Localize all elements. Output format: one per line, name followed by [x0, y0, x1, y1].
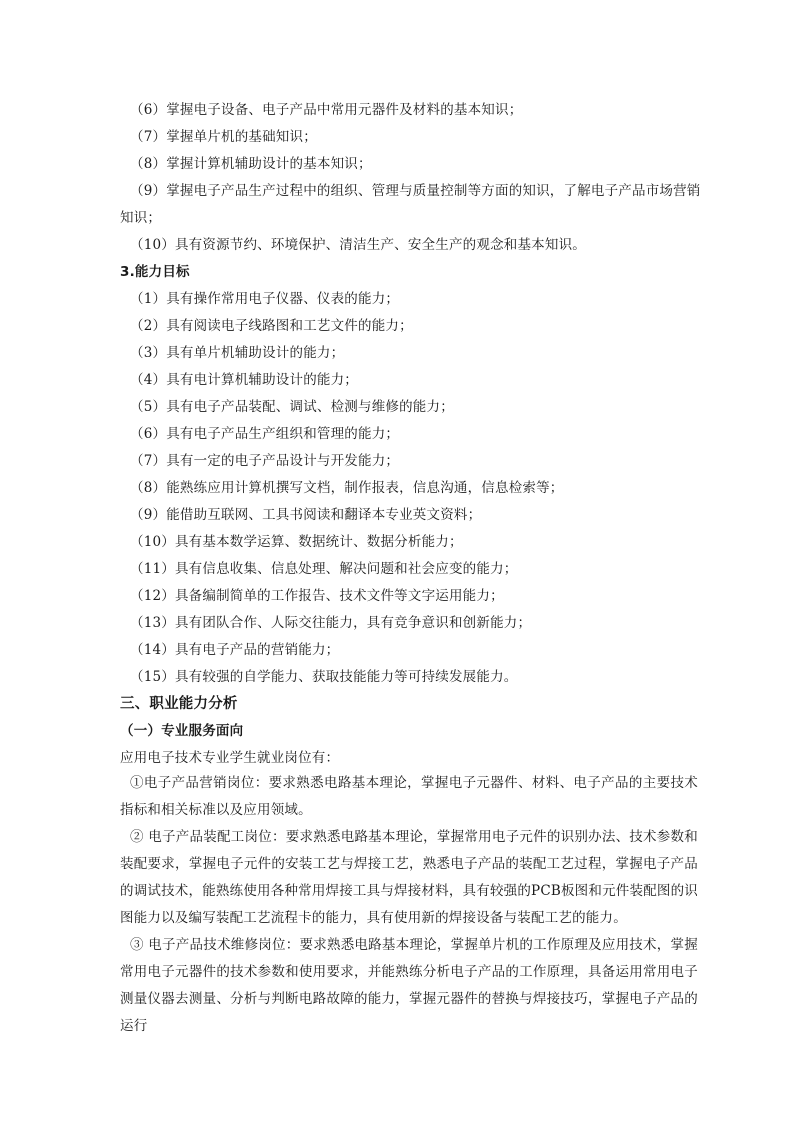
position-sales: ①电子产品营销岗位：要求熟悉电路基本理论，掌握电子元器件、材料、电子产品的主要技术指标和相关标准以及应用领域。	[120, 775, 698, 818]
ability-item-4: （4）具有电计算机辅助设计的能力；	[130, 372, 358, 388]
ability-item-3: （3）具有单片机辅助设计的能力；	[130, 345, 345, 361]
ability-item-1: （1）具有操作常用电子仪器、仪表的能力；	[130, 291, 400, 307]
knowledge-item-6: （6）掌握电子设备、电子产品中常用元器件及材料的基本知识；	[130, 102, 523, 118]
position-assembly: ② 电子产品装配工岗位：要求熟悉电路基本理论，掌握常用电子元件的识别办法、技术参数和装配要求，掌握电子元件的安装工艺与焊接工艺，熟悉电子产品的装配工艺过程，掌握电子产品的调试技术，能熟练使用各种常用焊接工具与焊接材料，具有较强的PCB板图和元件装配图的识图能力以及编写装配工艺流程卡的能力，具有使用新的焊接设备与装配工艺的能力。	[120, 829, 698, 926]
position-maintenance: ③ 电子产品技术维修岗位：要求熟悉电路基本理论，掌握单片机的工作原理及应用技术，掌握常用电子元器件的技术参数和使用要求，并能熟练分析电子产品的工作原理，具备运用常用电子测量仪器去测量、分析与判断电路故障的能力，掌握元器件的替换与焊接技巧，掌握电子产品的运行	[120, 937, 698, 1034]
ability-item-2: （2）具有阅读电子线路图和工艺文件的能力；	[130, 318, 413, 334]
ability-item-9: （9）能借助互联网、工具书阅读和翻译本专业英文资料；	[130, 507, 482, 523]
ability-item-8: （8）能熟练应用计算机撰写文档，制作报表，信息沟通，信息检索等；	[130, 480, 564, 496]
ability-heading: 3.能力目标	[120, 264, 190, 280]
ability-item-5: （5）具有电子产品装配、调试、检测与维修的能力；	[130, 399, 454, 415]
knowledge-item-10: （10）具有资源节约、环境保护、清洁生产、安全生产的观念和基本知识。	[130, 237, 586, 253]
ability-item-15: （15）具有较强的自学能力、获取技能能力等可持续发展能力。	[130, 669, 518, 685]
ability-item-7: （7）具有一定的电子产品设计与开发能力；	[130, 453, 400, 469]
knowledge-item-9: （9）掌握电子产品生产过程中的组织、管理与质量控制等方面的知识，了解电子产品市场营销	[130, 183, 701, 199]
ability-item-13: （13）具有团队合作、人际交往能力，具有竞争意识和创新能力；	[130, 615, 532, 631]
section-3-title: 三、职业能力分析	[120, 696, 238, 712]
positions-intro: 应用电子技术专业学生就业岗位有：	[120, 750, 340, 766]
knowledge-item-7: （7）掌握单片机的基础知识；	[130, 129, 317, 145]
knowledge-item-8: （8）掌握计算机辅助设计的基本知识；	[130, 156, 372, 172]
subsection-1-title: （一）专业服务面向	[120, 723, 244, 739]
ability-item-14: （14）具有电子产品的营销能力；	[130, 642, 340, 658]
ability-item-11: （11）具有信息收集、信息处理、解决问题和社会应变的能力；	[130, 561, 518, 577]
ability-item-10: （10）具有基本数学运算、数据统计、数据分析能力；	[130, 534, 463, 550]
ability-item-12: （12）具备编制简单的工作报告、技术文件等文字运用能力；	[130, 588, 504, 604]
ability-item-6: （6）具有电子产品生产组织和管理的能力；	[130, 426, 400, 442]
knowledge-item-9-continuation: 知识；	[120, 210, 162, 226]
